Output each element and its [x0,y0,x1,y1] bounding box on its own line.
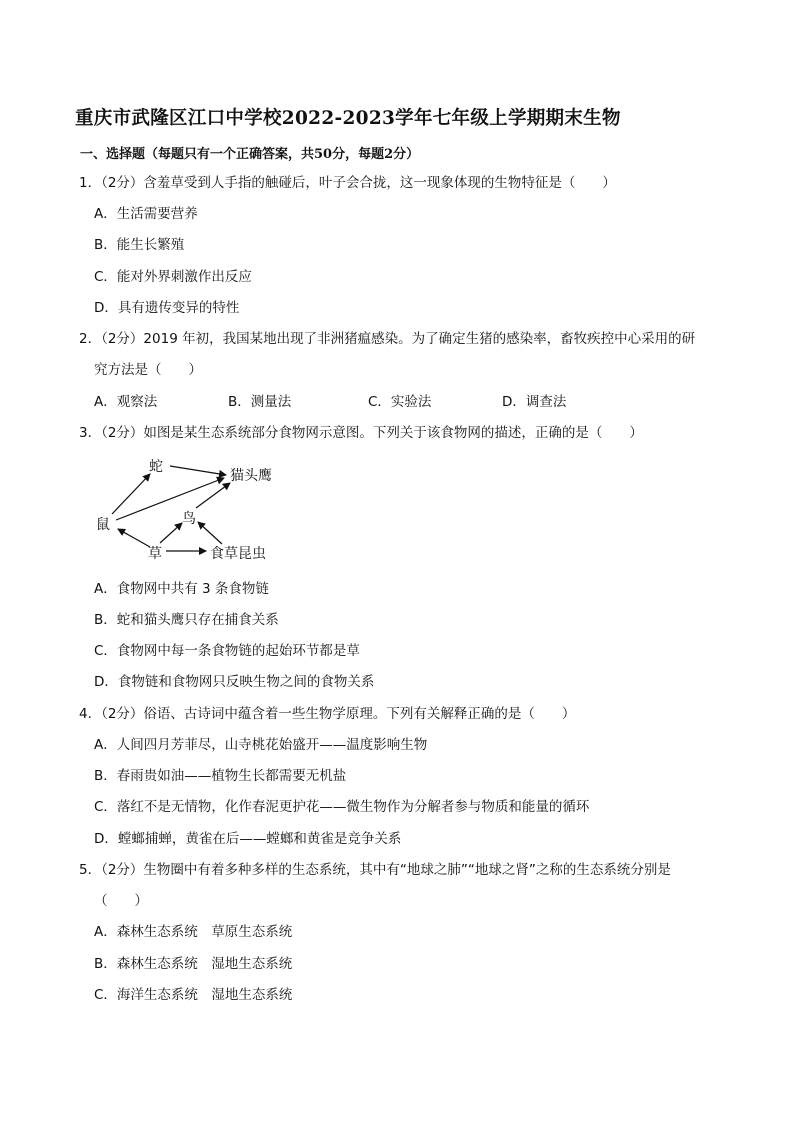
page-title: 重庆市武隆区江口中学校2022-2023学年七年级上学期期末生物 [75,108,621,129]
node-herbivorous-insect: 食草昆虫 [210,546,266,562]
question-1-option-a[interactable]: A．生活需要营养 [94,206,198,222]
question-2-option-c[interactable]: C．实验法 [368,394,432,410]
question-3-option-a[interactable]: A．食物网中共有 3 条食物链 [94,581,269,597]
question-5-option-b[interactable]: B．森林生态系统 湿地生态系统 [94,956,293,972]
question-2-option-a[interactable]: A．观察法 [94,394,158,410]
question-1-option-c[interactable]: C．能对外界刺激作出反应 [94,269,252,285]
question-2-option-d[interactable]: D．调查法 [502,394,567,410]
node-owl: 猫头鹰 [230,468,272,484]
question-3-option-c[interactable]: C．食物网中每一条食物链的起始环节都是草 [94,643,360,659]
question-2-stem: 2．（2分）2019 年初，我国某地出现了非洲猪瘟感染。为了确定生猪的感染率，畜牧疾控中心采用的研 [79,331,696,347]
arrow-mouse-to-snake [112,474,150,514]
question-3-option-b[interactable]: B．蛇和猫头鹰只存在捕食关系 [94,612,279,628]
question-1-option-d[interactable]: D．具有遗传变异的特性 [94,300,240,316]
question-2-stem-continued: 究方法是（ ） [94,362,202,378]
question-5-option-c[interactable]: C．海洋生态系统 湿地生态系统 [94,987,293,1003]
question-2-option-b[interactable]: B．测量法 [228,394,292,410]
question-2-options-row [94,393,694,411]
section-heading: 一、选择题（每题只有一个正确答案，共50分，每题2分） [80,147,420,162]
arrow-snake-to-owl [170,466,226,475]
arrow-grass-to-mouse [118,529,150,547]
question-4-stem: 4．（2分）俗语、古诗词中蕴含着一些生物学原理。下列有关解释正确的是（ ） [79,706,576,722]
question-4-option-a[interactable]: A．人间四月芳菲尽，山寺桃花始盛开——温度影响生物 [94,737,428,753]
question-4-option-b[interactable]: B．春雨贵如油——植物生长都需要无机盐 [94,768,347,784]
node-grass: 草 [148,546,162,562]
node-mouse: 鼠 [96,517,110,533]
question-4-option-d[interactable]: D．螳螂捕蝉，黄雀在后——螳螂和黄雀是竞争关系 [94,831,402,847]
food-web-diagram [90,452,290,567]
question-5-option-a[interactable]: A．森林生态系统 草原生态系统 [94,924,293,940]
question-1-option-b[interactable]: B．能生长繁殖 [94,237,185,253]
arrow-insect-to-bird [198,522,222,544]
node-bird: 鸟 [182,511,196,527]
question-5-stem: 5．（2分）生物圈中有着多种多样的生态系统，其中有“地球之肺”“地球之肾”之称的生态系统分别是 [79,862,671,878]
question-4-option-c[interactable]: C．落红不是无情物，化作春泥更护花——微生物作为分解者参与物质和能量的循环 [94,799,590,815]
node-snake: 蛇 [149,459,163,475]
question-1-stem: 1．（2分）含羞草受到人手指的触碰后，叶子会合拢，这一现象体现的生物特征是（ ） [79,175,616,191]
question-3-stem: 3．（2分）如图是某生态系统部分食物网示意图。下列关于该食物网的描述，正确的是（ ） [79,425,643,441]
arrow-grass-to-bird [160,523,182,543]
question-5-stem-continued: （ ） [94,893,148,909]
question-3-option-d[interactable]: D．食物链和食物网只反映生物之间的食物关系 [94,674,375,690]
